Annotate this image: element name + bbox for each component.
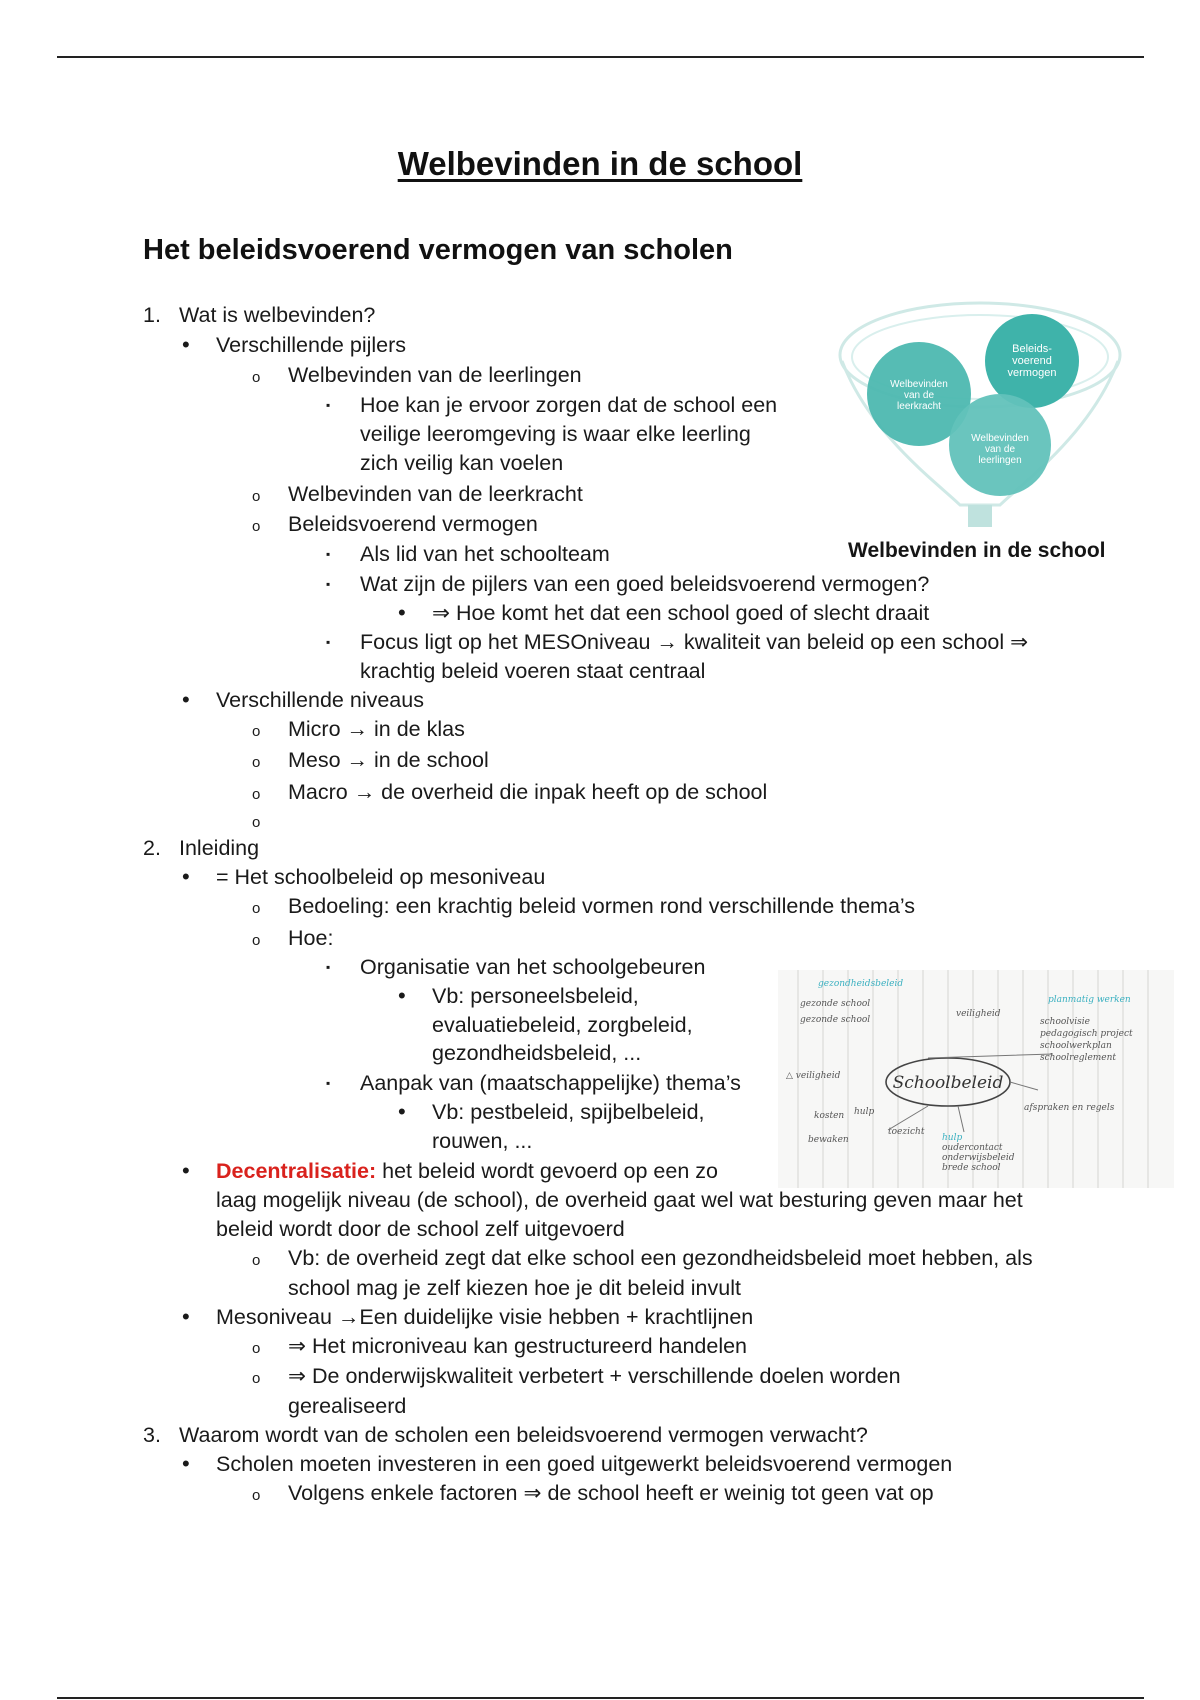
list-item: veilige leeromgeving is waar elke leerling xyxy=(360,422,751,446)
list-item: Wat zijn de pijlers van een goed beleidsvoerend vermogen? xyxy=(360,572,930,596)
list-item: ⇒ Hoe komt het dat een school goed of slecht draait xyxy=(432,601,930,625)
footer-rule xyxy=(57,1697,1144,1699)
svg-text:planmatig werken: planmatig werken xyxy=(1048,995,1131,1005)
list-marker: o xyxy=(252,754,261,771)
whiteboard-center: Schoolbeleid xyxy=(892,1073,1004,1093)
header-rule xyxy=(57,56,1144,58)
list-item: Hoe kan je ervoor zorgen dat de school een xyxy=(360,393,778,417)
list-marker: • xyxy=(182,864,190,889)
list-item: Aanpak van (maatschappelijke) thema’s xyxy=(360,1071,741,1095)
svg-text:oudercontact: oudercontact xyxy=(942,1143,1003,1153)
funnel-graphic xyxy=(830,295,1130,570)
list-item: Focus ligt op het MESOniveau → kwaliteit van beleid op een school ⇒ xyxy=(360,630,1029,654)
list-item: Wat is welbevinden? xyxy=(179,303,376,327)
list-marker: • xyxy=(398,600,406,625)
schoolbeleid-whiteboard-image xyxy=(778,970,1174,1188)
list-marker: o xyxy=(252,1370,261,1387)
list-item: Meso → in de school xyxy=(288,748,489,772)
list-item: Micro → in de klas xyxy=(288,717,465,741)
svg-text:gezonde school: gezonde school xyxy=(800,1015,871,1025)
svg-text:brede school: brede school xyxy=(942,1163,1001,1173)
list-marker: • xyxy=(182,1451,190,1476)
list-item: Vb: pestbeleid, spijbelbeleid, xyxy=(432,1100,705,1124)
list-marker: ▪ xyxy=(326,398,331,412)
list-item: Verschillende pijlers xyxy=(216,333,407,357)
list-marker: o xyxy=(252,900,261,917)
list-item: Beleidsvoerend vermogen xyxy=(288,512,538,536)
list-item: Scholen moeten investeren in een goed uitgewerkt beleidsvoerend vermogen xyxy=(216,1452,953,1476)
list-marker: • xyxy=(182,1158,190,1183)
list-item: evaluatiebeleid, zorgbeleid, xyxy=(432,1013,693,1037)
list-item: Organisatie van het schoolgebeuren xyxy=(360,955,706,979)
list-item: Waarom wordt van de scholen een beleidsvoerend vermogen verwacht? xyxy=(179,1423,868,1447)
list-item: Verschillende niveaus xyxy=(216,688,424,712)
list-item: Decentralisatie: het beleid wordt gevoerd op een zo xyxy=(216,1159,718,1183)
list-marker: ▪ xyxy=(326,1076,331,1090)
page-title: Welbevinden in de school xyxy=(397,145,803,182)
svg-text:gezondheidsbeleid: gezondheidsbeleid xyxy=(818,979,904,989)
list-marker: ▪ xyxy=(326,547,331,561)
list-item: laag mogelijk niveau (de school), de overheid gaat wel wat besturing geven maar het xyxy=(216,1188,1023,1212)
list-marker: o xyxy=(252,369,261,386)
svg-text:schoolreglement: schoolreglement xyxy=(1040,1053,1117,1063)
svg-text:kosten: kosten xyxy=(814,1111,845,1121)
circle-policy-label: Beleids-voerend vermogen xyxy=(1007,343,1057,379)
list-marker: 3. xyxy=(143,1423,161,1447)
svg-text:veiligheid: veiligheid xyxy=(956,1009,1001,1019)
list-marker: • xyxy=(182,687,190,712)
list-item: Als lid van het schoolteam xyxy=(360,542,610,566)
list-marker: o xyxy=(252,932,261,949)
list-item: zich veilig kan voelen xyxy=(360,451,564,475)
list-item: beleid wordt door de school zelf uitgevoerd xyxy=(216,1217,625,1241)
whiteboard-graphic xyxy=(778,970,1174,1188)
list-item: Welbevinden van de leerkracht xyxy=(288,482,583,506)
list-item: ⇒ De onderwijskwaliteit verbetert + verschillende doelen worden xyxy=(288,1364,901,1388)
svg-text:schoolwerkplan: schoolwerkplan xyxy=(1040,1041,1112,1051)
list-marker: o xyxy=(252,1487,261,1504)
list-marker: 1. xyxy=(143,303,161,327)
list-item: Volgens enkele factoren ⇒ de school heeft er weinig tot geen vat op xyxy=(288,1481,934,1505)
list-item: Macro → de overheid die inpak heeft op de school xyxy=(288,780,768,804)
list-marker: • xyxy=(182,1304,190,1329)
circle-students-label: Welbevinden van de leerlingen xyxy=(971,433,1029,466)
funnel-caption: Welbevinden in de school xyxy=(848,539,1106,562)
svg-text:afspraken en regels: afspraken en regels xyxy=(1024,1103,1115,1113)
list-item: Welbevinden van de leerlingen xyxy=(288,363,582,387)
svg-text:pedagogisch project: pedagogisch project xyxy=(1040,1029,1133,1039)
svg-text:hulp: hulp xyxy=(942,1133,963,1143)
svg-text:bewaken: bewaken xyxy=(808,1135,849,1145)
list-item: ⇒ Het microniveau kan gestructureerd handelen xyxy=(288,1334,748,1358)
list-marker: o xyxy=(252,723,261,740)
list-item: rouwen, ... xyxy=(432,1129,533,1153)
list-item: Inleiding xyxy=(179,836,260,860)
list-marker: o xyxy=(252,1252,261,1269)
list-marker: ▪ xyxy=(326,960,331,974)
list-item: Hoe: xyxy=(288,926,334,950)
list-marker: o xyxy=(252,1340,261,1357)
list-item: gezondheidsbeleid, ... xyxy=(432,1041,642,1065)
list-item: Vb: personeelsbeleid, xyxy=(432,984,639,1008)
list-marker: ▪ xyxy=(326,635,331,649)
list-marker: o xyxy=(252,488,261,505)
svg-text:gezonde school: gezonde school xyxy=(800,999,871,1009)
list-marker: • xyxy=(182,332,190,357)
svg-text:schoolvisie: schoolvisie xyxy=(1040,1017,1090,1027)
highlight-term: Decentralisatie: xyxy=(216,1159,383,1183)
svg-text:hulp: hulp xyxy=(854,1107,875,1117)
list-item: Vb: de overheid zegt dat elke school een gezondheidsbeleid moet hebben, als xyxy=(288,1246,1033,1270)
svg-text:△ veiligheid: △ veiligheid xyxy=(786,1071,841,1081)
funnel-diagram xyxy=(830,295,1130,570)
list-item: krachtig beleid voeren staat centraal xyxy=(360,659,706,683)
list-marker: • xyxy=(398,1099,406,1124)
list-marker: • xyxy=(398,983,406,1008)
circle-teacher-label: Welbevinden van de leerkracht xyxy=(890,379,948,412)
list-marker: 2. xyxy=(143,836,161,860)
list-item: school mag je zelf kiezen hoe je dit beleid invult xyxy=(288,1276,741,1300)
list-marker: o xyxy=(252,518,261,535)
list-marker: ▪ xyxy=(326,577,331,591)
svg-text:onderwijsbeleid: onderwijsbeleid xyxy=(942,1153,1015,1163)
list-marker: o xyxy=(252,786,261,803)
svg-text:toezicht: toezicht xyxy=(888,1127,925,1137)
list-item: Mesoniveau →Een duidelijke visie hebben + krachtlijnen xyxy=(216,1305,754,1329)
section-heading: Het beleidsvoerend vermogen van scholen xyxy=(143,234,733,266)
list-item: gerealiseerd xyxy=(288,1394,407,1418)
list-item: Bedoeling: een krachtig beleid vormen rond verschillende thema’s xyxy=(288,894,916,918)
list-item: = Het schoolbeleid op mesoniveau xyxy=(216,865,546,889)
list-marker: o xyxy=(252,814,261,831)
